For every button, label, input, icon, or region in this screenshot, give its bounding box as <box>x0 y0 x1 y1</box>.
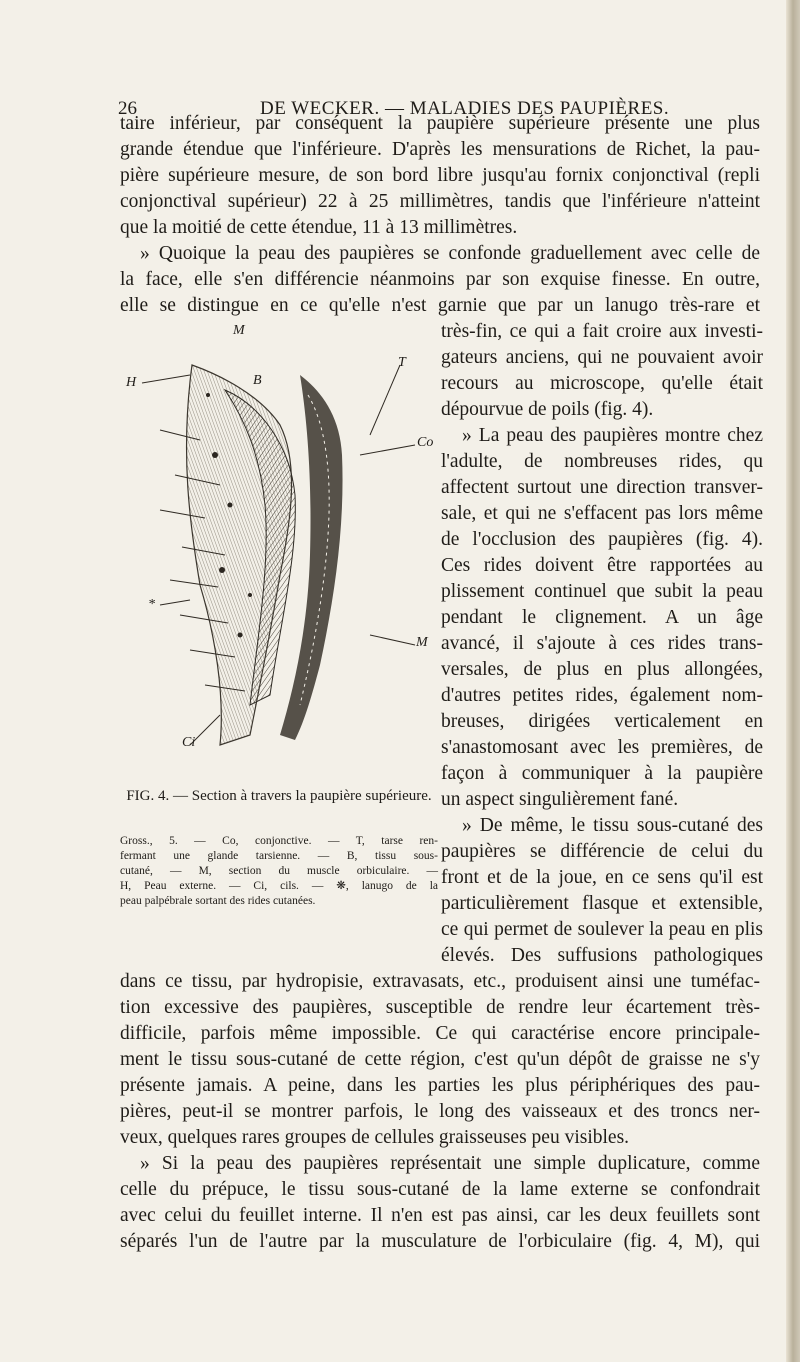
text-line: gateurs anciens, qui ne pouvaient avoir <box>441 347 763 368</box>
text-line: sale, et qui ne s'effacent pas lors même <box>441 503 763 524</box>
text-line: grande étendue que l'inférieure. D'après les mensurations de Richet, la pau- <box>120 139 760 160</box>
figure-caption-body <box>120 834 438 909</box>
text-line: pendant le clignement. A un âge <box>441 607 763 628</box>
page-edge-shadow <box>786 0 800 1362</box>
figure-label-m: M <box>416 635 428 650</box>
figure-label-b: B <box>253 373 262 388</box>
text-line: ment le tissu sous-cutané de cette région, c'est qu'un dépôt de graisse ne s'y <box>120 1049 760 1070</box>
text-line: pière supérieure mesure, de son bord libre jusqu'au fornix conjonctival (repli <box>120 165 760 186</box>
eyelid-section-figure <box>126 323 434 755</box>
text-line: Ces rides doivent être rapportées au <box>441 555 763 576</box>
caption-line: H, Peau externe. — Ci, cils. — ❋, lanugo de la <box>120 880 438 892</box>
figure-label-h: H <box>126 375 137 390</box>
text-line: » La peau des paupières montre chez <box>462 425 763 446</box>
text-line: difficile, parfois même impossible. Ce qui caractérise encore principale- <box>120 1023 760 1044</box>
text-line: front et de la joue, en ce sens qu'il est <box>441 867 763 888</box>
text-line: taire inférieur, par conséquent la paupière supérieure présente une plus <box>120 113 760 134</box>
text-line: plissement continuel que subit la peau <box>441 581 763 602</box>
text-line: elle se distingue en ce qu'elle n'est garnie que par un lanugo très-rare et <box>120 295 760 316</box>
figure-label-star: * <box>148 597 155 612</box>
figure-label-co: Co <box>417 435 434 450</box>
figure-label-t: T <box>398 355 406 370</box>
text-line: affectent surtout une direction transver- <box>441 477 763 498</box>
text-line: tion excessive des paupières, susceptible de rendre leur écartement très- <box>120 997 760 1018</box>
text-line: pières, peut-il se montrer parfois, le long des vaisseaux et des troncs ner- <box>120 1101 760 1122</box>
text-line: séparés l'un de l'autre par la musculature de l'orbiculaire (fig. 4, M), qui <box>120 1231 760 1252</box>
text-line: d'autres petites rides, également nom- <box>441 685 763 706</box>
text-line: » De même, le tissu sous-cutané des <box>462 815 763 836</box>
caption-line: cutané, — M, section du muscle orbiculaire. — <box>120 865 438 877</box>
text-line: s'anastomosant avec les premières, de <box>441 737 763 758</box>
text-line: particulièrement flasque et extensible, <box>441 893 763 914</box>
text-line: présente jamais. A peine, dans les parties les plus périphériques des pau- <box>120 1075 760 1096</box>
figure-label-ci: Ci <box>182 735 196 750</box>
text-line: celle du prépuce, le tissu sous-cutané de la lame externe se confondrait <box>120 1179 760 1200</box>
text-line: » Quoique la peau des paupières se confonde graduellement avec celle de <box>140 243 760 264</box>
caption-line: Gross., 5. — Co, conjonctive. — T, tarse ren- <box>120 835 438 847</box>
text-line: très-fin, ce qui a fait croire aux investi- <box>441 321 763 342</box>
text-line: élevés. Des suffusions pathologiques <box>441 945 763 966</box>
text-line: que la moitié de cette étendue, 11 à 13 millimètres. <box>120 217 518 238</box>
text-line: veux, quelques rares groupes de cellules graisseuses peu visibles. <box>120 1127 630 1148</box>
text-line: un aspect singulièrement fané. <box>441 789 679 810</box>
text-line: avancé, il s'ajoute à ces rides trans- <box>441 633 763 654</box>
text-line: dans ce tissu, par hydropisie, extravasats, etc., produisent ainsi une tuméfac- <box>120 971 760 992</box>
eyelid-section-engraving <box>130 335 430 755</box>
figure-label-m-top: M <box>233 323 245 338</box>
text-line: ce qui permet de soulever la peau en plis <box>441 919 763 940</box>
text-line: la face, elle s'en différencie néanmoins par son exquise finesse. En outre, <box>120 269 760 290</box>
text-line: conjonctival supérieur) 22 à 25 millimètres, tandis que l'inférieure n'atteint <box>120 191 760 212</box>
figure-caption-title: FIG. 4. — Section à travers la paupière supérieure. <box>126 788 432 804</box>
caption-line: fermant une glande tarsienne. — B, tissu sous- <box>120 850 438 862</box>
text-line: façon à communiquer à la paupière <box>441 763 763 784</box>
caption-line: peau palpébrale sortant des rides cutanées. <box>120 895 316 907</box>
text-line: versales, de plus en plus allongées, <box>441 659 763 680</box>
text-line: breuses, dirigées verticalement en <box>441 711 763 732</box>
text-line: de l'occlusion des paupières (fig. 4). <box>441 529 763 550</box>
page-number: 26 <box>118 98 137 119</box>
text-line: » Si la peau des paupières représentait une simple duplicature, comme <box>140 1153 760 1174</box>
text-line: l'adulte, de nombreuses rides, qu <box>441 451 763 472</box>
text-line: recours au microscope, qu'elle était <box>441 373 763 394</box>
text-line: paupières se différencie de celui du <box>441 841 763 862</box>
running-title: DE WECKER. — MALADIES DES PAUPIÈRES. <box>260 98 670 119</box>
text-line: dépourvue de poils (fig. 4). <box>441 399 654 420</box>
text-line: avec celui du feuillet interne. Il n'en est pas ainsi, car les deux feuillets sont <box>120 1205 760 1226</box>
